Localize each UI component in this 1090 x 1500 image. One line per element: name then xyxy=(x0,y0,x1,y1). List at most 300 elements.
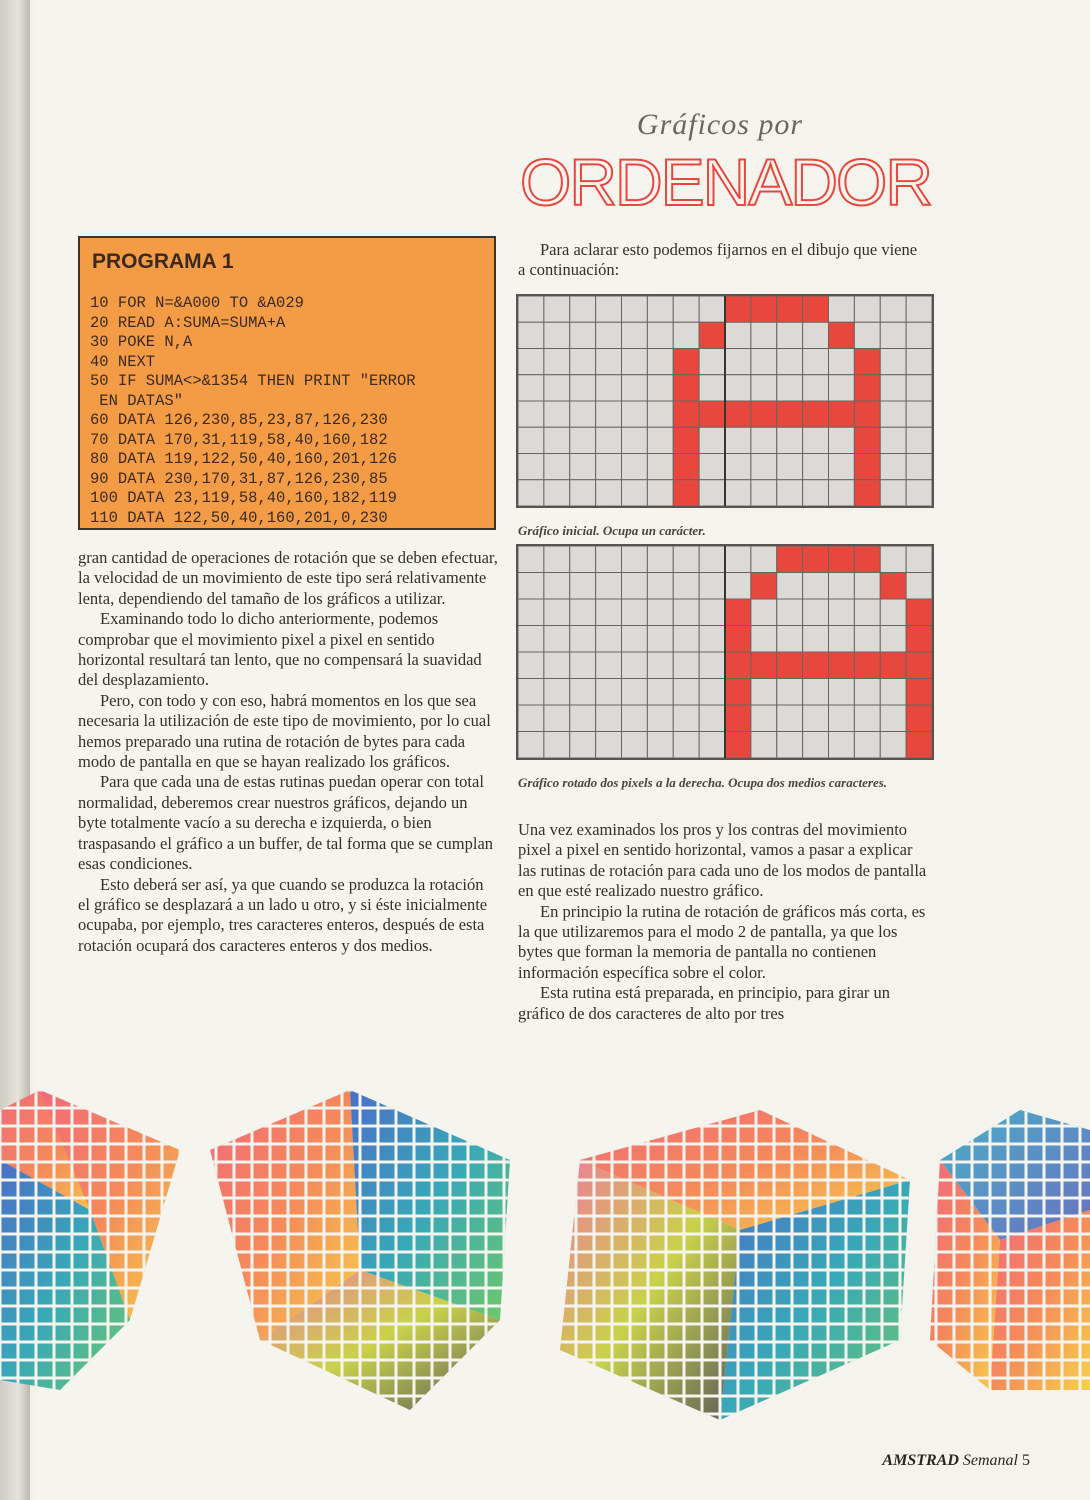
grid-pixel-on xyxy=(777,652,803,679)
grid-pixel-off xyxy=(596,296,622,322)
grid-pixel-off xyxy=(622,546,648,573)
grid-pixel-off xyxy=(544,480,570,506)
grid-pixel-off xyxy=(622,401,648,427)
footer-brand: AMSTRAD xyxy=(882,1452,959,1469)
grid-pixel-off xyxy=(854,573,880,600)
grid-pixel-off xyxy=(647,375,673,401)
grid-pixel-off xyxy=(777,679,803,706)
grid-pixel-on xyxy=(854,401,880,427)
paragraph: Para que cada una de estas rutinas puedan operar con total normalidad, deberemos crear nuestros gráficos, dejando un byte totalmente vacío a su derecha e izquierda, o bien traspasando el gráfico a un buffer, de tal forma que se cumplan esas condiciones. xyxy=(78,772,494,874)
grid-pixel-on xyxy=(777,401,803,427)
figure-rotated-grid xyxy=(516,544,934,760)
grid-pixel-off xyxy=(570,454,596,480)
footer-page-number: 5 xyxy=(1022,1452,1030,1469)
grid-pixel-off xyxy=(647,480,673,506)
grid-pixel-off xyxy=(751,427,777,453)
paragraph: Pero, con todo y con eso, habrá momentos en los que sea necesaria la utilización de este tipo de movimiento, por lo cual hemos preparado una rutina de rotación de bytes para cada modo de pantalla en que se hayan realizado los gráficos. xyxy=(78,690,491,772)
grid-pixel-on xyxy=(673,454,699,480)
figure-initial-svg xyxy=(518,296,932,506)
grid-pixel-off xyxy=(906,296,932,322)
grid-pixel-off xyxy=(906,349,932,375)
grid-pixel-off xyxy=(622,322,648,348)
code-line: 70 DATA 170,31,119,58,40,160,182 xyxy=(90,430,388,449)
grid-pixel-off xyxy=(570,322,596,348)
grid-pixel-off xyxy=(570,705,596,732)
grid-pixel-off xyxy=(570,599,596,626)
grid-pixel-off xyxy=(570,480,596,506)
grid-pixel-off xyxy=(596,349,622,375)
grid-pixel-off xyxy=(570,375,596,401)
grid-pixel-off xyxy=(829,732,855,759)
grid-pixel-off xyxy=(725,546,751,573)
grid-pixel-off xyxy=(622,626,648,653)
grid-pixel-off xyxy=(880,546,906,573)
grid-pixel-off xyxy=(699,732,725,759)
grid-pixel-on xyxy=(725,705,751,732)
grid-pixel-off xyxy=(751,480,777,506)
grid-pixel-off xyxy=(622,296,648,322)
grid-pixel-off xyxy=(596,375,622,401)
grid-pixel-off xyxy=(622,732,648,759)
grid-pixel-on xyxy=(725,296,751,322)
grid-pixel-off xyxy=(880,454,906,480)
grid-pixel-off xyxy=(777,705,803,732)
grid-pixel-on xyxy=(725,732,751,759)
grid-pixel-off xyxy=(829,679,855,706)
grid-pixel-off xyxy=(544,573,570,600)
grid-pixel-off xyxy=(829,427,855,453)
grid-pixel-off xyxy=(647,427,673,453)
right-intro-text xyxy=(518,240,928,281)
grid-pixel-off xyxy=(725,375,751,401)
right-column-text xyxy=(518,820,930,1024)
grid-pixel-off xyxy=(699,599,725,626)
grid-pixel-off xyxy=(544,454,570,480)
grid-pixel-off xyxy=(596,427,622,453)
grid-pixel-on xyxy=(751,401,777,427)
grid-pixel-off xyxy=(829,480,855,506)
grid-pixel-off xyxy=(673,296,699,322)
grid-pixel-off xyxy=(518,427,544,453)
figure-initial-caption: Gráfico inicial. Ocupa un carácter. xyxy=(518,523,706,538)
grid-pixel-off xyxy=(622,480,648,506)
grid-pixel-off xyxy=(803,322,829,348)
code-line: 10 FOR N=&A000 TO &A029 xyxy=(90,294,304,312)
grid-pixel-off xyxy=(880,626,906,653)
grid-pixel-off xyxy=(518,732,544,759)
grid-pixel-off xyxy=(647,401,673,427)
grid-pixel-off xyxy=(647,652,673,679)
grid-pixel-on xyxy=(880,652,906,679)
grid-pixel-off xyxy=(544,732,570,759)
grid-pixel-off xyxy=(829,375,855,401)
code-line: 40 NEXT xyxy=(90,352,156,371)
grid-pixel-off xyxy=(725,427,751,453)
grid-pixel-off xyxy=(570,296,596,322)
grid-pixel-off xyxy=(880,732,906,759)
grid-pixel-off xyxy=(854,705,880,732)
grid-pixel-off xyxy=(803,349,829,375)
grid-pixel-off xyxy=(880,349,906,375)
grid-pixel-off xyxy=(906,322,932,348)
grid-pixel-on xyxy=(777,296,803,322)
grid-pixel-off xyxy=(777,454,803,480)
grid-pixel-off xyxy=(518,480,544,506)
grid-pixel-off xyxy=(673,705,699,732)
grid-pixel-off xyxy=(673,599,699,626)
grid-pixel-off xyxy=(906,454,932,480)
grid-pixel-off xyxy=(829,573,855,600)
grid-pixel-on xyxy=(803,652,829,679)
grid-pixel-off xyxy=(906,546,932,573)
grid-pixel-off xyxy=(699,480,725,506)
grid-pixel-off xyxy=(544,349,570,375)
grid-pixel-off xyxy=(596,705,622,732)
grid-pixel-off xyxy=(570,427,596,453)
grid-pixel-off xyxy=(854,626,880,653)
grid-pixel-on xyxy=(829,322,855,348)
grid-pixel-off xyxy=(647,679,673,706)
grid-pixel-off xyxy=(518,454,544,480)
section-title: ORDENADOR xyxy=(520,145,932,219)
grid-pixel-off xyxy=(880,705,906,732)
paragraph: Examinando todo lo dicho anteriormente, podemos comprobar que el movimiento pixel a pixel en sentido horizontal resultará tan lento, que no compensará la suavidad del desplazamiento. xyxy=(78,609,482,690)
code-line: 50 IF SUMA<>&1354 THEN PRINT "ERROR xyxy=(90,372,416,390)
grid-pixel-off xyxy=(596,401,622,427)
grid-pixel-off xyxy=(854,322,880,348)
grid-pixel-off xyxy=(647,296,673,322)
grid-pixel-on xyxy=(803,546,829,573)
grid-pixel-off xyxy=(829,599,855,626)
grid-pixel-off xyxy=(829,626,855,653)
grid-pixel-off xyxy=(751,546,777,573)
grid-pixel-off xyxy=(673,626,699,653)
code-line: 110 DATA 122,50,40,160,201,0,230 xyxy=(90,508,388,527)
grid-pixel-on xyxy=(829,401,855,427)
grid-pixel-off xyxy=(570,401,596,427)
grid-pixel-off xyxy=(673,679,699,706)
grid-pixel-off xyxy=(596,652,622,679)
grid-pixel-off xyxy=(622,573,648,600)
grid-pixel-off xyxy=(647,349,673,375)
grid-pixel-on xyxy=(829,652,855,679)
grid-pixel-off xyxy=(803,626,829,653)
grid-pixel-off xyxy=(596,573,622,600)
program-code xyxy=(90,294,494,528)
grid-pixel-off xyxy=(570,679,596,706)
grid-pixel-on xyxy=(725,652,751,679)
grid-pixel-off xyxy=(725,322,751,348)
grid-pixel-off xyxy=(596,679,622,706)
grid-pixel-off xyxy=(777,427,803,453)
grid-pixel-on xyxy=(803,401,829,427)
grid-pixel-off xyxy=(699,573,725,600)
figure-initial-grid xyxy=(516,294,934,508)
program-title: PROGRAMA 1 xyxy=(92,250,234,273)
grid-pixel-off xyxy=(544,375,570,401)
grid-pixel-off xyxy=(777,375,803,401)
grid-pixel-off xyxy=(803,599,829,626)
grid-pixel-on xyxy=(725,626,751,653)
decorative-cubes-illustration xyxy=(0,1090,1090,1450)
grid-pixel-off xyxy=(647,322,673,348)
grid-pixel-off xyxy=(544,705,570,732)
grid-pixel-off xyxy=(777,626,803,653)
code-line: 60 DATA 126,230,85,23,87,126,230 xyxy=(90,411,388,429)
grid-pixel-on xyxy=(906,705,932,732)
grid-pixel-on xyxy=(673,375,699,401)
grid-pixel-off xyxy=(570,573,596,600)
grid-pixel-off xyxy=(880,599,906,626)
grid-pixel-off xyxy=(647,573,673,600)
grid-pixel-on xyxy=(854,480,880,506)
grid-pixel-off xyxy=(880,401,906,427)
grid-pixel-off xyxy=(777,573,803,600)
grid-pixel-off xyxy=(699,679,725,706)
grid-pixel-off xyxy=(518,375,544,401)
grid-pixel-off xyxy=(777,349,803,375)
grid-pixel-off xyxy=(647,454,673,480)
grid-pixel-off xyxy=(854,599,880,626)
grid-pixel-off xyxy=(647,626,673,653)
paragraph: Esto deberá ser así, ya que cuando se produzca la rotación el gráfico se desplazará a un lado u otro, y si éste inicialmente ocupaba, por ejemplo, tres caracteres enteros, después de esta rotación ocupará dos caracteres enteros y dos medios. xyxy=(78,874,488,955)
code-line: 100 DATA 23,119,58,40,160,182,119 xyxy=(90,489,397,507)
grid-pixel-off xyxy=(544,546,570,573)
grid-pixel-on xyxy=(803,296,829,322)
grid-pixel-on xyxy=(906,626,932,653)
grid-pixel-off xyxy=(570,652,596,679)
footer-issue: Semanal xyxy=(962,1452,1018,1469)
grid-pixel-off xyxy=(544,427,570,453)
grid-pixel-off xyxy=(880,296,906,322)
grid-pixel-off xyxy=(880,375,906,401)
grid-pixel-off xyxy=(544,679,570,706)
grid-pixel-off xyxy=(777,732,803,759)
grid-pixel-off xyxy=(803,480,829,506)
grid-pixel-off xyxy=(596,599,622,626)
page-footer xyxy=(882,1452,1030,1470)
grid-pixel-off xyxy=(751,454,777,480)
grid-pixel-on xyxy=(673,401,699,427)
grid-pixel-off xyxy=(596,546,622,573)
grid-pixel-off xyxy=(622,454,648,480)
grid-pixel-off xyxy=(777,599,803,626)
grid-pixel-on xyxy=(673,480,699,506)
paragraph: En principio la rutina de rotación de gráficos más corta, es la que utilizaremos para el modo 2 de pantalla, ya que los bytes que forman la memoria de pantalla no contienen información específica sobre el color. xyxy=(518,901,926,982)
grid-pixel-on xyxy=(854,375,880,401)
grid-pixel-off xyxy=(544,322,570,348)
grid-pixel-off xyxy=(596,454,622,480)
grid-pixel-on xyxy=(751,652,777,679)
grid-pixel-on xyxy=(829,546,855,573)
grid-pixel-off xyxy=(622,375,648,401)
grid-pixel-off xyxy=(803,375,829,401)
grid-pixel-off xyxy=(673,652,699,679)
grid-pixel-on xyxy=(880,573,906,600)
grid-pixel-off xyxy=(906,427,932,453)
grid-pixel-off xyxy=(518,573,544,600)
grid-pixel-on xyxy=(699,322,725,348)
grid-pixel-off xyxy=(544,652,570,679)
grid-pixel-off xyxy=(544,296,570,322)
grid-pixel-off xyxy=(570,546,596,573)
grid-pixel-off xyxy=(751,375,777,401)
grid-pixel-on xyxy=(854,349,880,375)
grid-pixel-on xyxy=(777,546,803,573)
grid-pixel-on xyxy=(751,296,777,322)
cube-center-left xyxy=(210,1090,510,1410)
grid-pixel-off xyxy=(518,401,544,427)
grid-pixel-off xyxy=(777,480,803,506)
grid-pixel-on xyxy=(854,652,880,679)
grid-pixel-off xyxy=(622,349,648,375)
grid-pixel-off xyxy=(544,626,570,653)
grid-pixel-off xyxy=(725,573,751,600)
cube-center-right xyxy=(560,1110,910,1420)
paragraph: Esta rutina está preparada, en principio, para girar un gráfico de dos caracteres de alto por tres xyxy=(518,983,891,1023)
grid-pixel-off xyxy=(647,732,673,759)
grid-pixel-off xyxy=(803,454,829,480)
grid-pixel-off xyxy=(570,626,596,653)
grid-pixel-off xyxy=(647,705,673,732)
grid-pixel-off xyxy=(518,705,544,732)
grid-pixel-off xyxy=(699,652,725,679)
grid-pixel-off xyxy=(699,427,725,453)
grid-pixel-off xyxy=(544,599,570,626)
grid-pixel-on xyxy=(699,401,725,427)
grid-pixel-off xyxy=(518,296,544,322)
grid-pixel-off xyxy=(725,480,751,506)
code-line: 90 DATA 230,170,31,87,126,230,85 xyxy=(90,469,388,488)
grid-pixel-off xyxy=(880,427,906,453)
grid-pixel-off xyxy=(751,679,777,706)
grid-pixel-on xyxy=(906,679,932,706)
figure-rotated-caption: Gráfico rotado dos pixels a la derecha. Ocupa dos medios caracteres. xyxy=(518,775,888,790)
grid-pixel-off xyxy=(622,599,648,626)
grid-pixel-off xyxy=(829,296,855,322)
grid-pixel-off xyxy=(518,349,544,375)
grid-pixel-off xyxy=(725,454,751,480)
grid-pixel-off xyxy=(518,652,544,679)
grid-pixel-on xyxy=(725,401,751,427)
grid-pixel-off xyxy=(570,349,596,375)
grid-pixel-on xyxy=(906,652,932,679)
grid-pixel-off xyxy=(544,401,570,427)
paragraph: gran cantidad de operaciones de rotación que se deben efectuar, la velocidad de un movimiento de este tipo será relativamente lenta, dependiendo del tamaño de los gráficos a utilizar. xyxy=(78,548,498,608)
paragraph: Una vez examinados los pros y los contras del movimiento pixel a pixel en sentido horizontal, vamos a pasar a explicar las rutinas de rotación para cada uno de los modos de pantalla en que esté realizado nuestro gráfico. xyxy=(518,820,927,901)
grid-pixel-on xyxy=(673,349,699,375)
figure-rotated-svg xyxy=(518,546,932,758)
grid-pixel-off xyxy=(906,375,932,401)
grid-pixel-off xyxy=(829,454,855,480)
grid-pixel-off xyxy=(622,652,648,679)
left-column-text xyxy=(78,548,498,956)
grid-pixel-off xyxy=(803,679,829,706)
grid-pixel-off xyxy=(596,480,622,506)
grid-pixel-off xyxy=(751,349,777,375)
grid-pixel-off xyxy=(673,322,699,348)
grid-pixel-off xyxy=(647,546,673,573)
grid-pixel-off xyxy=(777,322,803,348)
grid-pixel-off xyxy=(673,573,699,600)
grid-pixel-off xyxy=(751,626,777,653)
code-line: EN DATAS" xyxy=(90,391,184,410)
grid-pixel-on xyxy=(725,599,751,626)
grid-pixel-off xyxy=(699,705,725,732)
grid-pixel-off xyxy=(699,454,725,480)
grid-pixel-on xyxy=(906,732,932,759)
grid-pixel-off xyxy=(751,732,777,759)
grid-pixel-off xyxy=(880,322,906,348)
grid-pixel-off xyxy=(829,349,855,375)
grid-pixel-off xyxy=(906,573,932,600)
code-line: 20 READ A:SUMA=SUMA+A xyxy=(90,313,286,332)
grid-pixel-off xyxy=(596,732,622,759)
grid-pixel-off xyxy=(725,349,751,375)
grid-pixel-off xyxy=(751,599,777,626)
grid-pixel-off xyxy=(647,599,673,626)
grid-pixel-off xyxy=(803,573,829,600)
grid-pixel-off xyxy=(751,322,777,348)
grid-pixel-off xyxy=(518,546,544,573)
grid-pixel-off xyxy=(699,296,725,322)
grid-pixel-off xyxy=(518,626,544,653)
grid-pixel-off xyxy=(699,626,725,653)
grid-pixel-off xyxy=(518,599,544,626)
grid-pixel-off xyxy=(880,679,906,706)
code-line: 80 DATA 119,122,50,40,160,201,126 xyxy=(90,450,397,468)
grid-pixel-on xyxy=(854,454,880,480)
grid-pixel-off xyxy=(906,480,932,506)
grid-pixel-on xyxy=(751,573,777,600)
grid-pixel-off xyxy=(596,626,622,653)
grid-pixel-off xyxy=(854,296,880,322)
grid-pixel-on xyxy=(906,599,932,626)
grid-pixel-off xyxy=(699,375,725,401)
code-line: 30 POKE N,A xyxy=(90,333,193,351)
grid-pixel-off xyxy=(854,679,880,706)
intro-paragraph: Para aclarar esto podemos fijarnos en el dibujo que viene a continuación: xyxy=(518,240,918,280)
grid-pixel-off xyxy=(803,732,829,759)
grid-pixel-off xyxy=(622,427,648,453)
grid-pixel-off xyxy=(518,322,544,348)
grid-pixel-off xyxy=(570,732,596,759)
grid-pixel-off xyxy=(699,546,725,573)
grid-pixel-off xyxy=(518,679,544,706)
grid-pixel-off xyxy=(829,705,855,732)
grid-pixel-off xyxy=(673,732,699,759)
grid-pixel-on xyxy=(673,427,699,453)
grid-pixel-off xyxy=(906,401,932,427)
grid-pixel-off xyxy=(803,427,829,453)
cube-right-edge xyxy=(930,1110,1090,1390)
grid-pixel-on xyxy=(725,679,751,706)
grid-pixel-off xyxy=(596,322,622,348)
grid-pixel-on xyxy=(854,546,880,573)
cube-left-edge xyxy=(0,1090,180,1390)
grid-pixel-off xyxy=(803,705,829,732)
grid-pixel-off xyxy=(622,679,648,706)
section-kicker: Gráficos por xyxy=(636,108,804,141)
grid-pixel-off xyxy=(622,705,648,732)
grid-pixel-off xyxy=(751,705,777,732)
grid-pixel-off xyxy=(854,732,880,759)
grid-pixel-off xyxy=(880,480,906,506)
grid-pixel-on xyxy=(854,427,880,453)
grid-pixel-off xyxy=(673,546,699,573)
program-listing-box xyxy=(78,236,496,530)
grid-pixel-off xyxy=(699,349,725,375)
